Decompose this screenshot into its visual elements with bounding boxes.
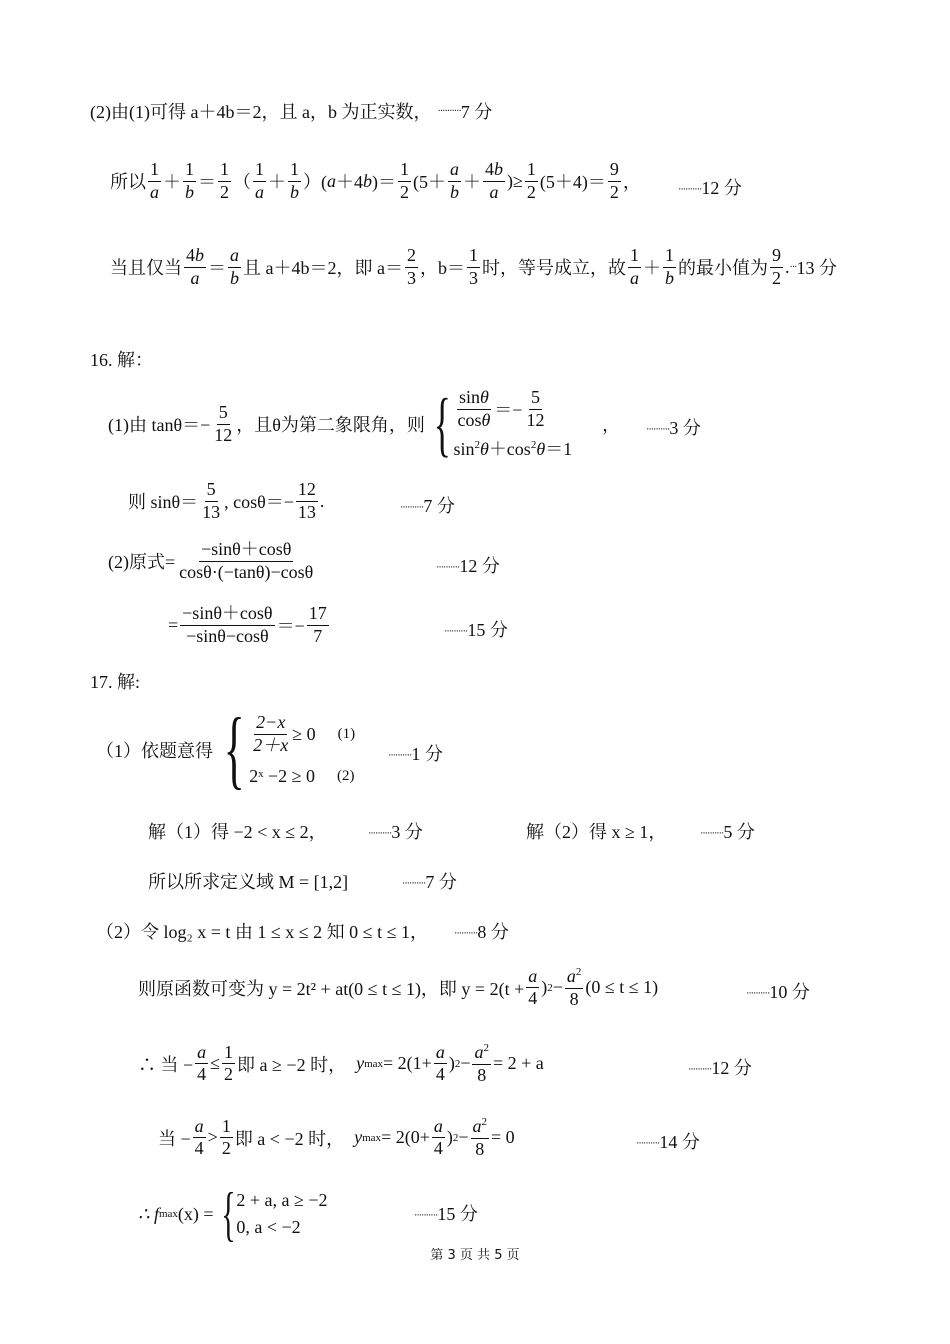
q16-heading: 16. 解： — [90, 350, 153, 370]
q17-score4: ··········7 分 — [402, 872, 457, 892]
q17-line2a: 解（1）得 −2 < x ≤ 2， — [148, 822, 327, 842]
q17-score8: ··········14 分 — [636, 1132, 700, 1152]
page-footer: 第 3 页 共 5 页 — [430, 1248, 520, 1263]
q16-line4: = $\frac{-\sin\theta+\cos\theta}{-\sin\theta-\cos\theta}$ ＝− $\frac{17}{7}$ — [168, 603, 327, 646]
q17-score6: ··········10 分 — [746, 982, 810, 1002]
q15-line1-text: (2)由(1)可得 a＋4b＝2，且 a，b 为正实数， — [90, 102, 432, 122]
q17-line4: （2）令 log₂ x = t 由 1 ≤ x ≤ 2 知 0 ≤ t ≤ 1， — [96, 922, 428, 942]
q17-line6: ∴ 当 − $\frac{a}{4}$ ≤ $\frac{1}{2}$ 即 a ≥ −2 时， y max = 2(1+ $\frac{a}{4}$ ) 2 − $\frac{a^2}{8}$ = 2 + a — [138, 1041, 544, 1085]
q17-line1: （1）依题意得 { $\frac{2-x}{2+x}$ ≥ 0 (1) 2ˣ −2 ≥ 0 (2) — [96, 701, 356, 798]
q17-score5: ··········8 分 — [454, 922, 509, 942]
q17-line7: 当 − $\frac{a}{4}$ > $\frac{1}{2}$ 即 a < −2 时， y max = 2(0+ $\frac{a}{4}$ ) 2 − $\frac{a^2}{8}$ = 0 — [158, 1115, 515, 1159]
q17-score1: ··········1 分 — [388, 744, 443, 764]
q15-line1: (2)由(1)可得 a＋4b＝2，且 a，b 为正实数， ·········· 7 分 — [90, 98, 492, 124]
q17-line5: 则原函数可变为 y = 2t² + at(0 ≤ t ≤ 1)，即 y = 2(t + $\frac{a}{4}$ ) 2 − $\frac{a^2}{8}$ (0 ≤ t ≤ 1) — [138, 965, 659, 1009]
q15-line3: 当且仅当 $\frac{4b}{a}$ ＝ $\frac{a}{b}$ 且 a＋4b＝2，即 a＝ $\frac{2}{3}$ ，b＝ $\frac{1}{3}$ 时，等号成立，故 $\frac{1}{a}$ ＋ $\frac{1}{b}$ 的最小值为 $\frac{9}{2}$ . ··· 13 分 — [110, 245, 837, 288]
q16-score1: ··········3 分 — [646, 418, 701, 438]
q16-score3: ··········12 分 — [436, 556, 500, 576]
q17-score7: ··········12 分 — [688, 1058, 752, 1078]
q16-score2: ··········7 分 — [400, 496, 455, 516]
q15-score3: 13 分 — [796, 258, 837, 279]
q17-system: { $\frac{2-x}{2+x}$ ≥ 0 (1) 2ˣ −2 ≥ 0 (2) — [223, 701, 356, 798]
q17-score3: ··········5 分 — [700, 822, 755, 842]
q17-line3: 所以所求定义域 M = [1,2] — [148, 872, 349, 892]
q16-score4: ··········15 分 — [444, 620, 508, 640]
q15-score2: ··········12 分 — [678, 178, 742, 198]
q15-score1: 7 分 — [460, 102, 493, 122]
q17-heading: 17. 解: — [90, 672, 141, 692]
q17-score2: ··········3 分 — [368, 822, 423, 842]
q16-line2: 则 sinθ＝ $\frac{5}{13}$ , cosθ＝− $\frac{12}{13}$ . — [128, 479, 325, 522]
q16-line1: (1)由 tanθ＝− $\frac{5}{12}$ ，且θ为第二象限角，则 { $\frac{\sin\theta}{\cos\theta}$ ＝− $\frac{5}{12}$ $\sin^2\theta+\cos^2\theta=1$ ， — [108, 384, 621, 465]
q15-line2-prefix: 所以 — [110, 172, 146, 193]
q17-line2b: 解（2）得 x ≥ 1， — [526, 822, 667, 842]
q16-system: { $\frac{\sin\theta}{\cos\theta}$ ＝− $\frac{5}{12}$ $\sin^2\theta+\cos^2\theta=1$ — [433, 384, 573, 465]
q16-line3: (2)原式= $\frac{-\sin\theta+\cos\theta}{\cos\theta\cdot(-\tan\theta)-\cos\theta}$ — [108, 539, 314, 582]
q17-score9: ··········15 分 — [414, 1204, 478, 1224]
q15-line2: 所以 $\frac{1}{a}$ ＋ $\frac{1}{b}$ ＝ $\frac{1}{2}$ （ $\frac{1}{a}$ ＋ $\frac{1}{b}$ ）( a ＋4 b )＝ $\frac{1}{2}$ (5＋ $\frac{a}{b}$ ＋ $\frac{4b}{a}$ )≥ $\frac{1}{2}$ (5＋4)＝ $\frac{9}{2}$ ， — [110, 159, 641, 202]
q17-line8: ∴ f max (x) = { 2 + a, a ≥ −2 0, a < −2 — [138, 1181, 328, 1247]
